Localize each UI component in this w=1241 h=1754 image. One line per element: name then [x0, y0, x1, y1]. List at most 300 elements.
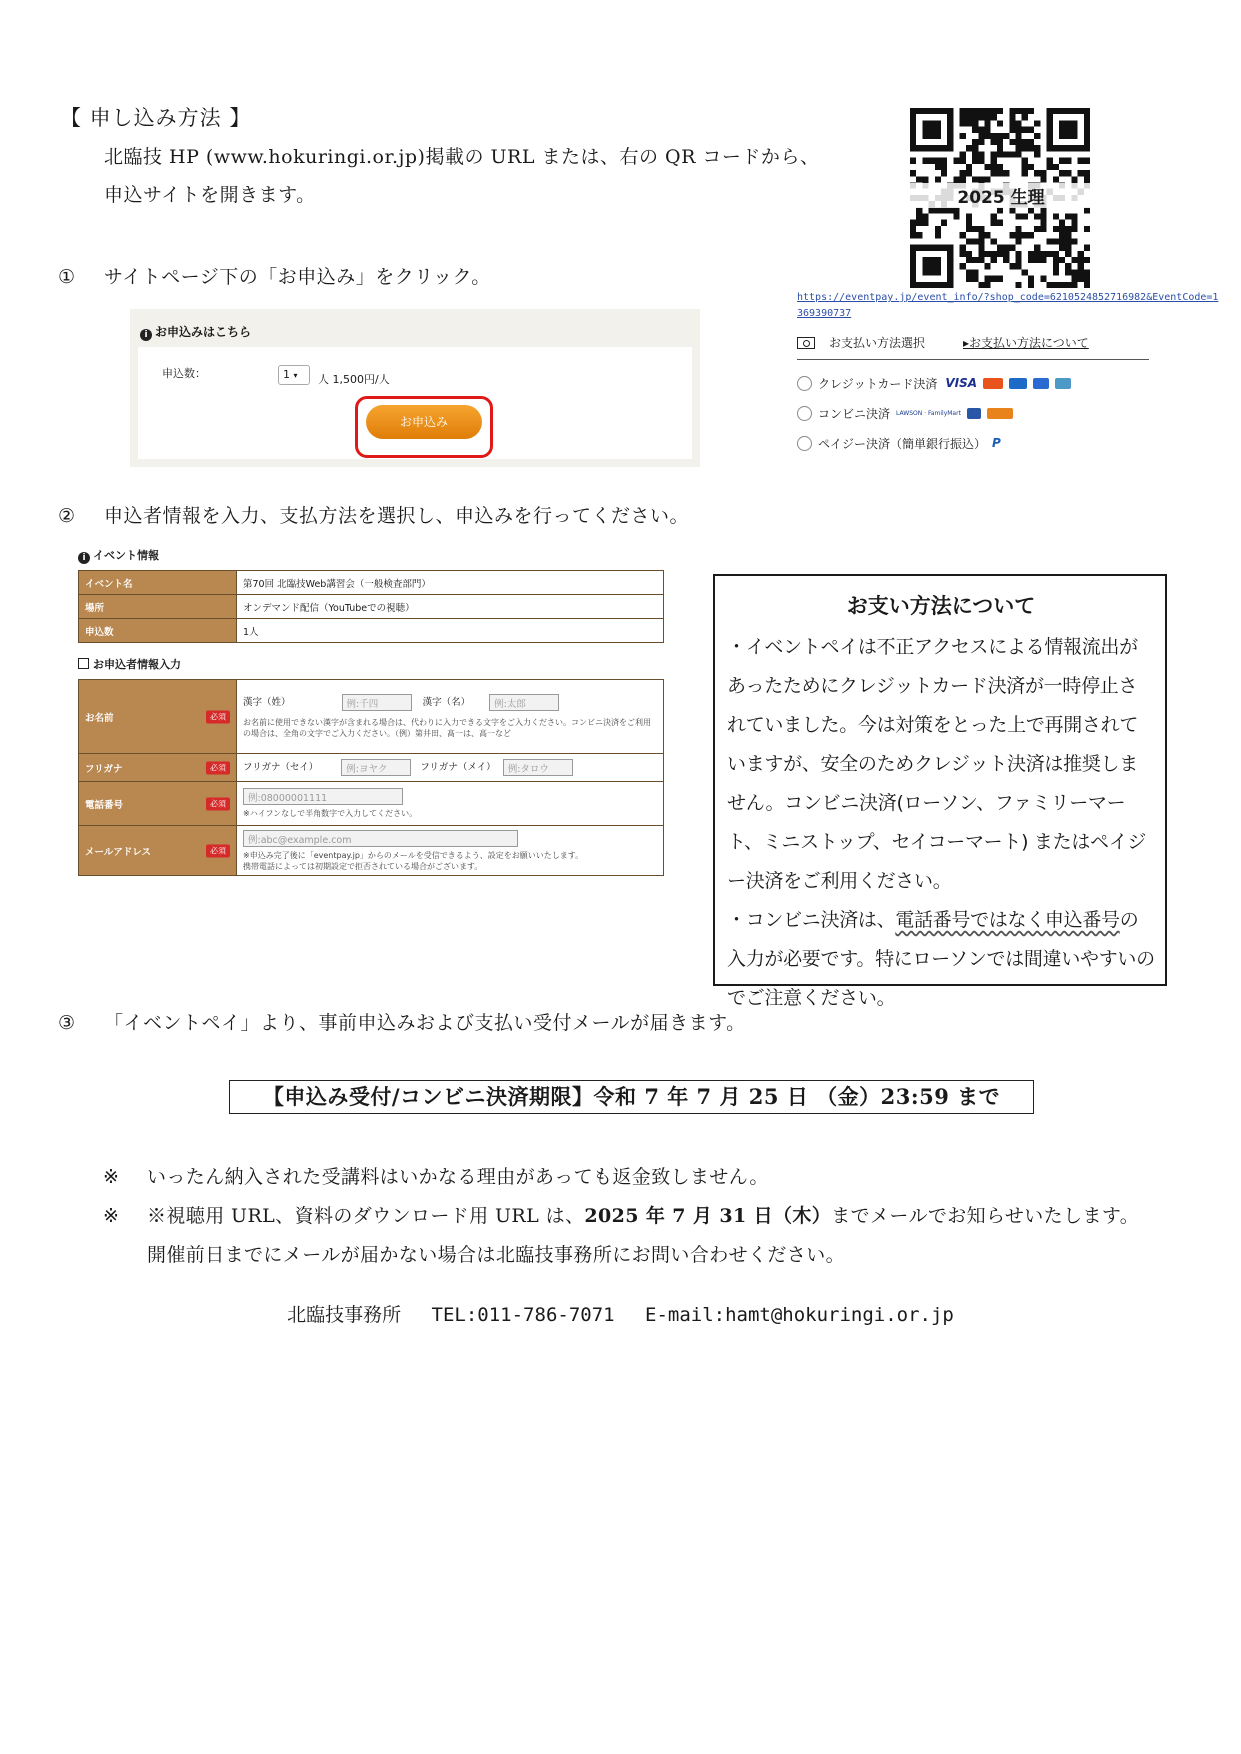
- qr-module: [1034, 251, 1040, 257]
- qr-module: [991, 151, 997, 157]
- qr-module: [1040, 276, 1046, 282]
- qr-module: [935, 158, 941, 164]
- qr-module: [916, 220, 922, 226]
- qr-module: [966, 170, 972, 176]
- qr-module: [966, 226, 972, 232]
- qr-module: [1071, 214, 1077, 220]
- qr-module: [978, 238, 984, 244]
- qr-url-link[interactable]: https://eventpay.jp/event_info/?shop_code=6210524852716982&EventCode=1369390737: [797, 292, 1219, 319]
- qr-module: [1040, 226, 1046, 232]
- qr-module: [1028, 232, 1034, 238]
- qr-module: [935, 226, 941, 232]
- qr-module: [1053, 257, 1059, 263]
- qr-module: [1053, 108, 1059, 114]
- qr-module: [947, 263, 953, 269]
- qr-module: [935, 282, 941, 288]
- qr-module: [1028, 207, 1034, 213]
- qr-module: [1034, 133, 1040, 139]
- required-badge: 必須: [206, 797, 230, 810]
- intro-line-1: 北臨技 HP (www.hokuringi.or.jp)掲載の URL または、右の QR コードから、: [104, 146, 820, 168]
- qr-module: [1053, 214, 1059, 220]
- qr-module: [1071, 269, 1077, 275]
- qr-module: [953, 207, 959, 213]
- qr-module: [1065, 108, 1071, 114]
- qr-module: [1022, 269, 1028, 275]
- payeasy-icon: P: [992, 436, 1001, 450]
- qr-module: [1016, 282, 1022, 288]
- qr-module: [1034, 170, 1040, 176]
- amex-icon: [1033, 378, 1049, 389]
- qr-module: [910, 263, 916, 269]
- qr-module: [1022, 164, 1028, 170]
- qr-module: [1078, 158, 1084, 164]
- qr-module: [1022, 158, 1028, 164]
- qr-module: [910, 232, 916, 238]
- qr-module: [935, 263, 941, 269]
- payment-method-widget: [797, 334, 1157, 464]
- qr-module: [1071, 257, 1077, 263]
- qr-module: [1016, 139, 1022, 145]
- kanji-sei-input[interactable]: 例:千四: [342, 694, 412, 711]
- qr-module: [1065, 158, 1071, 164]
- qr-module: [1071, 238, 1077, 244]
- qr-module: [1065, 269, 1071, 275]
- table-row: フリガナ 必須 フリガナ（セイ） 例:ヨヤク フリガナ（メイ） 例:タロウ: [79, 754, 664, 782]
- qr-module: [1022, 214, 1028, 220]
- qr-module: [941, 207, 947, 213]
- unit-price: 人 1,500円/人: [318, 373, 390, 386]
- qr-module: [972, 151, 978, 157]
- qr-module: [984, 120, 990, 126]
- qr-module: [997, 245, 1003, 251]
- qr-module: [1078, 257, 1084, 263]
- qr-module: [978, 257, 984, 263]
- qr-module: [1034, 151, 1040, 157]
- qr-module: [1022, 114, 1028, 120]
- qr-module: [935, 127, 941, 133]
- qr-module: [1022, 139, 1028, 145]
- qr-module: [947, 133, 953, 139]
- payment-option-payeasy[interactable]: [797, 434, 1157, 452]
- qr-module: [1071, 176, 1077, 182]
- qr-module: [1059, 238, 1065, 244]
- qr-module: [1084, 127, 1090, 133]
- name-note: お名前に使用できない漢字が含まれる場合は、代わりに入力できる文字をご入力ください。コンビニ決済をご利用の場合は、全角の文字でご入力ください。（例）第井田、髙一は、高一など: [243, 718, 651, 738]
- count-select[interactable]: 1 ▾: [278, 365, 310, 385]
- qr-module: [972, 226, 978, 232]
- payment-option-label: クレジットカード決済: [818, 376, 938, 391]
- qr-module: [1071, 226, 1077, 232]
- qr-module: [1009, 127, 1015, 133]
- qr-module: [1084, 120, 1090, 126]
- qr-module: [1078, 170, 1084, 176]
- qr-module: [1084, 207, 1090, 213]
- qr-module: [978, 127, 984, 133]
- qr-module: [941, 158, 947, 164]
- qr-module: [922, 263, 928, 269]
- qr-module: [960, 176, 966, 182]
- qr-module: [1034, 145, 1040, 151]
- qr-module: [1022, 145, 1028, 151]
- qr-module: [1065, 245, 1071, 251]
- qr-module: [997, 170, 1003, 176]
- qr-module: [1009, 151, 1015, 157]
- qr-module: [1028, 251, 1034, 257]
- qr-module: [1009, 120, 1015, 126]
- qr-module: [1084, 158, 1090, 164]
- payment-option-credit[interactable]: [797, 374, 1157, 392]
- qr-module: [1009, 263, 1015, 269]
- qr-module: [1034, 120, 1040, 126]
- qr-module: [991, 139, 997, 145]
- qr-module: [1009, 207, 1015, 213]
- qr-module: [922, 120, 928, 126]
- qr-module: [910, 226, 916, 232]
- notice-title: お支い方法について: [846, 594, 1036, 618]
- qr-module: [984, 251, 990, 257]
- phone-note: ※ハイフンなしで半角数字で入力してください。: [243, 809, 418, 818]
- qr-module: [1047, 158, 1053, 164]
- qr-module: [916, 214, 922, 220]
- qr-module: [1059, 158, 1065, 164]
- qr-module: [997, 164, 1003, 170]
- qr-module: [966, 164, 972, 170]
- qr-module: [997, 207, 1003, 213]
- qr-module: [935, 245, 941, 251]
- qr-module: [960, 263, 966, 269]
- contact-footer: 北臨技事務所 TEL:011-786-7071 E-mail:hamt@hokuringi.or.jp: [287, 1304, 954, 1326]
- qr-module: [1071, 108, 1077, 114]
- qr-module: [922, 257, 928, 263]
- qr-module: [1059, 170, 1065, 176]
- qr-module: [1053, 226, 1059, 232]
- qr-module: [984, 282, 990, 288]
- mastercard-icon: [983, 378, 1003, 389]
- qr-module: [941, 108, 947, 114]
- qr-module: [1071, 276, 1077, 282]
- qr-module: [910, 269, 916, 275]
- info-icon: i: [78, 552, 90, 564]
- qr-module: [1009, 232, 1015, 238]
- qr-module: [978, 108, 984, 114]
- qr-module: [922, 108, 928, 114]
- qr-module: [1016, 257, 1022, 263]
- qr-module: [1047, 127, 1053, 133]
- qr-module: [1022, 127, 1028, 133]
- qr-module: [947, 145, 953, 151]
- qr-module: [1040, 220, 1046, 226]
- email-input[interactable]: 例:abc@example.com: [243, 830, 518, 847]
- qr-module: [929, 263, 935, 269]
- qr-module: [972, 145, 978, 151]
- applicant-table: [78, 679, 664, 876]
- qr-module: [922, 127, 928, 133]
- qr-module: [947, 139, 953, 145]
- qr-module: [941, 245, 947, 251]
- step-2: ② 申込者情報を入力、支払方法を選択し、申込みを行ってください。: [58, 505, 690, 527]
- qr-module: [947, 207, 953, 213]
- qr-module: [960, 232, 966, 238]
- qr-module: [991, 214, 997, 220]
- payment-option-label: コンビニ決済: [818, 406, 891, 421]
- qr-module: [1047, 164, 1053, 170]
- qr-module: [1084, 114, 1090, 120]
- qr-module: [997, 145, 1003, 151]
- qr-module: [1034, 214, 1040, 220]
- qr-module: [1059, 133, 1065, 139]
- qr-module: [929, 133, 935, 139]
- qr-module: [991, 276, 997, 282]
- kana-sei-input[interactable]: 例:ヨヤク: [341, 759, 411, 776]
- apply-button[interactable]: お申込み: [366, 405, 482, 439]
- qr-module: [1084, 226, 1090, 232]
- qr-module: [1053, 145, 1059, 151]
- qr-module: [1016, 238, 1022, 244]
- table-row: メールアドレス 必須 例:abc@example.com ※申込み完了後に「eventpay.jp」からのメールを受信できるよう、設定をお願いいたします。 携帯電話によっては初期設定で拒否されている場合がございます。: [79, 826, 664, 876]
- qr-module: [916, 108, 922, 114]
- qr-module: [916, 245, 922, 251]
- qr-module: [935, 207, 941, 213]
- qr-module: [947, 108, 953, 114]
- qr-module: [1078, 145, 1084, 151]
- qr-module: [922, 158, 928, 164]
- qr-module: [1059, 226, 1065, 232]
- qr-module: [935, 120, 941, 126]
- qr-module: [910, 120, 916, 126]
- qr-module: [1084, 108, 1090, 114]
- qr-module: [1047, 133, 1053, 139]
- form-screenshot: [78, 548, 664, 892]
- qr-module: [972, 176, 978, 182]
- qr-module: [1047, 139, 1053, 145]
- qr-module: [997, 133, 1003, 139]
- qr-module: [1065, 214, 1071, 220]
- required-badge: 必須: [206, 761, 230, 774]
- count-label: 申込数：: [162, 367, 206, 380]
- event-info-table: [78, 570, 664, 643]
- qr-module: [997, 251, 1003, 257]
- qr-module: [1065, 127, 1071, 133]
- email-note-2: 携帯電話によっては初期設定で拒否されている場合がございます。: [243, 861, 483, 871]
- qr-module: [966, 114, 972, 120]
- qr-module: [1084, 139, 1090, 145]
- qr-module: [929, 245, 935, 251]
- qr-module: [966, 120, 972, 126]
- radio-payeasy[interactable]: [797, 436, 812, 451]
- applicant-info-title: お申込者情報入力: [78, 657, 664, 679]
- qr-module: [984, 263, 990, 269]
- qr-module: [1028, 145, 1034, 151]
- qr-module: [1003, 251, 1009, 257]
- payment-notice-box: [713, 574, 1167, 1009]
- ministop-icon: [967, 408, 981, 419]
- qr-module: [978, 158, 984, 164]
- qr-module: [966, 276, 972, 282]
- qr-module: [935, 269, 941, 275]
- payment-info-link[interactable]: ▸お支払い方法について: [963, 336, 1089, 350]
- qr-module: [922, 214, 928, 220]
- qr-module: [1084, 257, 1090, 263]
- qr-module: [966, 238, 972, 244]
- qr-module: [991, 251, 997, 257]
- qr-module: [935, 108, 941, 114]
- intro-line-2: 申込サイトを開きます。: [104, 184, 316, 206]
- qr-module: [1078, 263, 1084, 269]
- qr-module: [947, 127, 953, 133]
- qr-module: [929, 108, 935, 114]
- visa-logo: VISA: [945, 376, 978, 390]
- qr-module: [978, 114, 984, 120]
- qr-module: [997, 220, 1003, 226]
- qr-module: [916, 176, 922, 182]
- qr-module: [1071, 133, 1077, 139]
- qr-module: [1078, 108, 1084, 114]
- qr-module: [1084, 282, 1090, 288]
- qr-module: [1047, 120, 1053, 126]
- qr-module: [1059, 232, 1065, 238]
- step-3: ③ 「イベントペイ」より、事前申込みおよび支払い受付メールが届きます。: [58, 1012, 746, 1034]
- kana-mei-input[interactable]: 例:タロウ: [503, 759, 573, 776]
- qr-module: [1009, 108, 1015, 114]
- qr-module: [947, 251, 953, 257]
- qr-module: [978, 232, 984, 238]
- qr-module: [1084, 145, 1090, 151]
- required-badge: 必須: [206, 710, 230, 723]
- qr-module: [1065, 251, 1071, 257]
- qr-module: [966, 214, 972, 220]
- section-heading: 【 申し込み方法 】: [60, 106, 252, 130]
- qr-module: [947, 282, 953, 288]
- qr-module: [910, 158, 916, 164]
- qr-module: [1028, 276, 1034, 282]
- qr-module: [1040, 257, 1046, 263]
- qr-module: [910, 170, 916, 176]
- qr-module: [972, 120, 978, 126]
- qr-module: [1047, 251, 1053, 257]
- qr-module: [972, 127, 978, 133]
- qr-module: [1071, 127, 1077, 133]
- qr-module: [966, 108, 972, 114]
- qr-module: [910, 145, 916, 151]
- qr-module: [991, 114, 997, 120]
- qr-module: [910, 133, 916, 139]
- qr-module: [984, 108, 990, 114]
- qr-module: [1016, 108, 1022, 114]
- kanji-mei-input[interactable]: 例:太郎: [489, 694, 559, 711]
- qr-module: [953, 176, 959, 182]
- qr-module: [1003, 257, 1009, 263]
- qr-module: [1028, 282, 1034, 288]
- qr-module: [1009, 114, 1015, 120]
- qr-module: [1016, 226, 1022, 232]
- qr-module: [916, 232, 922, 238]
- qr-module: [984, 133, 990, 139]
- qr-module: [947, 120, 953, 126]
- qr-module: [978, 176, 984, 182]
- qr-module: [910, 108, 916, 114]
- qr-module: [960, 114, 966, 120]
- qr-module: [972, 108, 978, 114]
- qr-module: [1028, 108, 1034, 114]
- qr-module: [1016, 145, 1022, 151]
- radio-conveni[interactable]: [797, 406, 812, 421]
- qr-module: [1084, 276, 1090, 282]
- qr-module: [947, 245, 953, 251]
- qr-module: [966, 220, 972, 226]
- table-row: 申込数 1人: [79, 619, 664, 643]
- qr-module: [1053, 164, 1059, 170]
- table-row: 場所 オンデマンド配信（YouTubeでの視聴）: [79, 595, 664, 619]
- qr-module: [1016, 263, 1022, 269]
- qr-module: [997, 276, 1003, 282]
- payment-option-conveni[interactable]: [797, 404, 1157, 422]
- apply-title: i お申込みはこちら: [140, 323, 251, 341]
- edit-icon: [78, 658, 89, 669]
- qr-module: [1065, 263, 1071, 269]
- qr-module: [972, 238, 978, 244]
- qr-module: [966, 145, 972, 151]
- qr-module: [1084, 170, 1090, 176]
- qr-module: [1059, 245, 1065, 251]
- deadline-box: 【申込み受付/コンビニ決済期限】令和 7 年 7 月 25 日 （金）23:59 まで: [229, 1080, 1034, 1114]
- seicomart-icon: [987, 408, 1013, 419]
- qr-module: [1084, 245, 1090, 251]
- qr-module: [1022, 170, 1028, 176]
- qr-module: [997, 151, 1003, 157]
- qr-module: [953, 158, 959, 164]
- qr-module: [1022, 232, 1028, 238]
- qr-module: [984, 164, 990, 170]
- qr-module: [1065, 170, 1071, 176]
- qr-module: [922, 176, 928, 182]
- info-icon: i: [140, 329, 152, 341]
- qr-module: [922, 269, 928, 275]
- qr-module: [1047, 282, 1053, 288]
- radio-credit[interactable]: [797, 376, 812, 391]
- qr-module: [910, 127, 916, 133]
- notice-paragraph-1: ・イベントペイは不正アクセスによる情報流出があったためにクレジットカード決済が一時停止されていました。今は対策をとった上で再開されていますが、安全のためクレジット決済は推奨しません。コンビニ決済(ローソン、ファミリーマート、ミニストップ、セイコーマート) またはペイジー決済をご利用ください。: [727, 636, 1147, 892]
- qr-module: [1059, 108, 1065, 114]
- payment-option-label: ペイジー決済（簡単銀行振込）: [818, 436, 987, 451]
- qr-module: [1071, 120, 1077, 126]
- qr-module: [1053, 176, 1059, 182]
- qr-module: [941, 170, 947, 176]
- qr-module: [941, 164, 947, 170]
- qr-module: [972, 276, 978, 282]
- qr-module: [966, 257, 972, 263]
- table-row: イベント名 第70回 北臨技Web講習会（一般検査部門）: [79, 571, 664, 595]
- qr-module: [947, 276, 953, 282]
- qr-module: [984, 276, 990, 282]
- qr-module: [910, 220, 916, 226]
- phone-input[interactable]: 例:08000001111: [243, 788, 403, 805]
- qr-module: [1065, 232, 1071, 238]
- qr-module: [984, 232, 990, 238]
- qr-module: [1053, 269, 1059, 275]
- qr-module: [1059, 145, 1065, 151]
- qr-module: [960, 245, 966, 251]
- qr-module: [1078, 276, 1084, 282]
- qr-module: [991, 257, 997, 263]
- qr-module: [929, 158, 935, 164]
- qr-module: [935, 176, 941, 182]
- qr-module: [960, 151, 966, 157]
- required-badge: 必須: [206, 844, 230, 857]
- qr-module: [916, 145, 922, 151]
- qr-module: [1059, 257, 1065, 263]
- qr-module: [1009, 245, 1015, 251]
- qr-module: [910, 257, 916, 263]
